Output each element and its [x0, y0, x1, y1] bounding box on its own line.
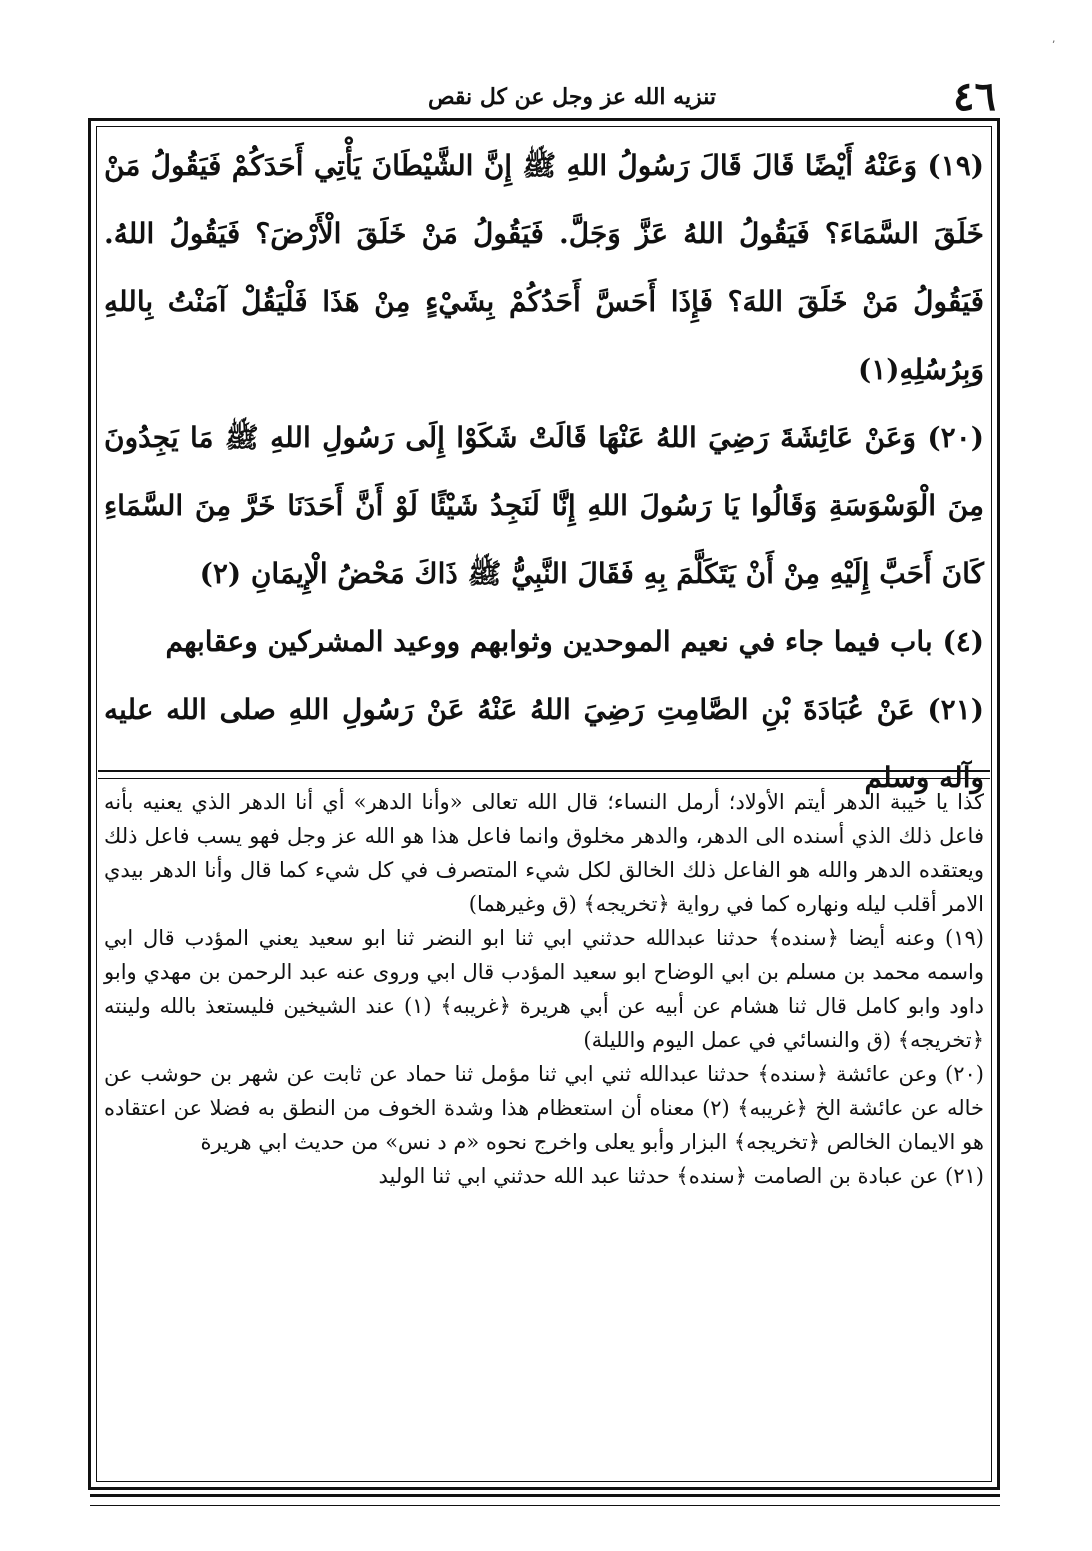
- bottom-rule: [90, 1494, 1000, 1506]
- hadith-19: (١٩) وَعَنْهُ أَيْضًا قَالَ قَالَ رَسُولُ اللهِ ﷺ إِنَّ الشَّيْطَانَ يَأْتِي أَحَدَكُمْ فَيَقُولُ مَنْ خَلَقَ السَّمَاءَ؟ فَيَقُولُ اللهُ عَزَّ وَجَلَّ. فَيَقُولُ مَنْ خَلَقَ الْأَرْضَ؟ فَيَقُولُ اللهُ. فَيَقُولُ مَنْ خَلَقَ اللهَ؟ فَإِذَا أَحَسَّ أَحَدُكُمْ بِشَيْءٍ مِنْ هَذَا فَلْيَقُلْ آمَنْتُ بِاللهِ وَبِرُسُلِهِ(١): [104, 149, 984, 386]
- corner-mark: ’: [1052, 40, 1056, 51]
- commentary: [104, 785, 984, 1193]
- note-19: (١٩) وعنه أيضا ﴿سنده﴾ حدثنا عبدالله حدثني ابي ثنا ابو النضر ثنا ابو سعيد يعني المؤدب قال ابي واسمه محمد بن مسلم بن ابي الوضاح ابو سعيد المؤدب قال ابي وروى عنه عبد الرحمن بن مهدي وابو داود وابو كامل قال ثنا هشام عن أبيه عن أبي هريرة ﴿غريبه﴾ (١) عند الشيخين فليستعذ بالله ولينته ﴿تخريجه﴾ (ق والنسائي في عمل اليوم والليلة): [104, 926, 984, 1052]
- section-divider: [98, 770, 990, 779]
- note-20: (٢٠) وعن عائشة ﴿سنده﴾ حدثنا عبدالله ثني ابي ثنا مؤمل ثنا حماد عن ثابت عن شهر بن حوشب عن خاله عن عائشة الخ ﴿غريبه﴾ (٢) معناه أن استعظام هذا وشدة الخوف من النطق به فضلا عن اعتقاده هو الايمان الخالص ﴿تخريجه﴾ البزار وأبو يعلى واخرج نحوه «م د نس» من حديث ابي هريرة: [104, 1062, 984, 1154]
- page-number: ٤٦: [953, 73, 996, 120]
- note-previous: كذا يا خيبة الدهر أيتم الأولاد؛ أرمل النساء؛ قال الله تعالى «وأنا الدهر» أي أنا الدهر الذي يعنيه بأنه فاعل ذلك الذي أسنده الى الدهر، والدهر مخلوق وانما فاعل هذا هو الله عز وجل فهو يسب فاعل ذلك ويعتقده الدهر والله هو الفاعل ذلك الخالق لكل شيء المتصرف في كل شيء كما قال وأنا الدهر بيدي الامر أقلب ليله ونهاره كما في رواية ﴿تخريجه﴾ (ق وغيرهما): [104, 790, 984, 916]
- page-header: [96, 72, 996, 122]
- running-title: تنزيه الله عز وجل عن كل نقص: [427, 84, 716, 110]
- note-21: (٢١) عن عبادة بن الصامت ﴿سنده﴾ حدثنا عبد الله حدثني ابي ثنا الوليد: [378, 1164, 984, 1188]
- hadith-21: (٢١) عَنْ عُبَادَةَ بْنِ الصَّامِتِ رَضِيَ اللهُ عَنْهُ عَنْ رَسُولِ اللهِ صلى الله عليه وآله وسلم: [104, 693, 984, 794]
- hadith-20: (٢٠) وَعَنْ عَائِشَةَ رَضِيَ اللهُ عَنْهَا قَالَتْ شَكَوْا إِلَى رَسُولِ اللهِ ﷺ مَا يَجِدُونَ مِنَ الْوَسْوَسَةِ وَقَالُوا يَا رَسُولَ اللهِ إِنَّا لَنَجِدُ شَيْئًا لَوْ أَنَّ أَحَدَنَا خَرَّ مِنَ السَّمَاءِ كَانَ أَحَبَّ إِلَيْهِ مِنْ أَنْ يَتَكَلَّمَ بِهِ فَقَالَ النَّبِيُّ ﷺ ذَاكَ مَحْضُ الْإِيمَانِ (٢): [104, 421, 984, 590]
- main-text: [104, 132, 984, 812]
- chapter-heading: (٤) باب فيما جاء في نعيم الموحدين وثوابهم ووعيد المشركين وعقابهم: [165, 625, 984, 658]
